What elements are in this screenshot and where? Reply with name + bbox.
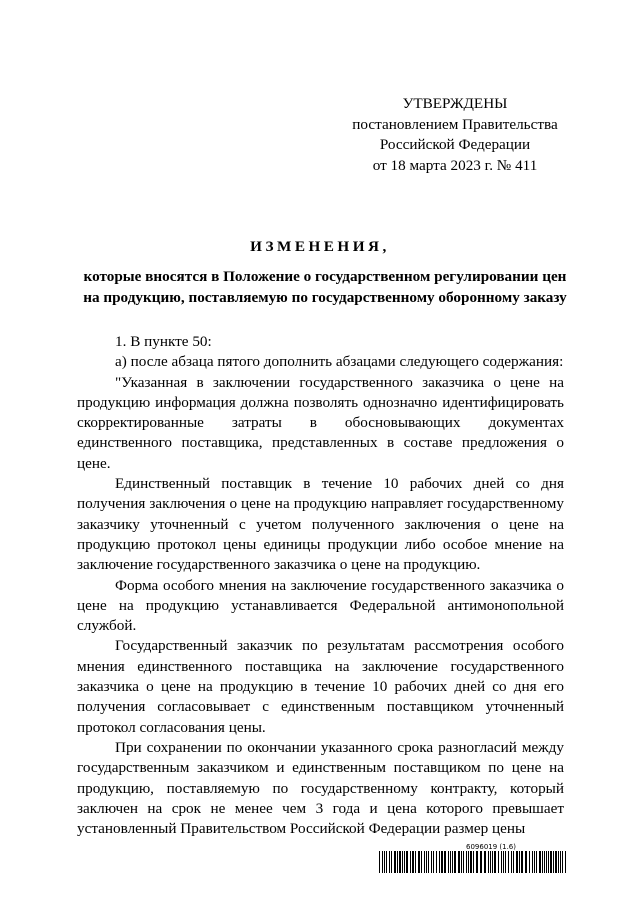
document-code: 6096019 (1.6) [466,843,516,851]
barcode-bar [404,851,405,873]
paragraph-item-1: 1. В пункте 50: [115,333,212,350]
barcode-bar [382,851,383,873]
barcode-bar [525,851,527,873]
approval-date-number: от 18 марта 2023 г. № 411 [372,156,538,174]
barcode-bar [458,851,460,873]
barcode-bar [406,851,408,873]
barcode-bar [379,851,380,873]
barcode-bar [431,851,432,873]
barcode-bar [529,851,530,873]
barcode-bar [463,851,464,873]
barcode-bar [410,851,411,873]
document-subtitle: которые вносятся в Положение о государственном регулировании цен на продукцию, поставляемую по государственному оборонному заказу [83,268,567,306]
barcode-bar [452,851,453,873]
barcode-bar [513,851,514,873]
barcode-bar [516,851,518,873]
barcode-bar [476,851,478,873]
paragraph: Государственный заказчик по результатам рассмотрения особого мнения единственного поставщика на заключение государственного заказчика о цене на продукцию в течение 10 рабочих дней со дня его получения согласовывает с единственным поставщиком уточненный протокол согласования цены. [77,637,564,736]
barcode-bar [412,851,414,873]
barcode-bar [501,851,502,873]
barcode-bar [558,851,559,873]
barcode-bar [511,851,512,873]
barcode-bar [560,851,561,873]
document-body [77,332,564,839]
barcode-bar [539,851,541,873]
barcode-bar [439,851,440,873]
barcode-bar [473,851,474,873]
barcode-bar [503,851,504,873]
barcode-bar [389,851,390,873]
barcode-bar [508,851,509,873]
barcode-bar [490,851,491,873]
approval-heading: УТВЕРЖДЕНЫ [402,95,508,112]
barcode-bar [521,851,523,873]
approval-stamp [320,94,590,176]
paragraph-subitem-a: а) после абзаца пятого дополнить абзацами следующего содержания: [115,353,564,371]
barcode-bar [505,851,506,873]
barcode-bar [386,851,387,873]
barcode-bar [394,851,396,873]
barcode-bar [548,851,549,873]
barcode-bar [426,851,427,873]
barcode-bar [498,851,499,873]
barcode-bar [494,851,496,873]
barcode-bar [418,851,420,873]
barcode-bar [454,851,456,873]
barcode-bar [519,851,520,873]
barcode-bar [384,851,385,873]
paragraph: Форма особого мнения на заключение государственного заказчика о цене на продукцию устанавливается Федеральной антимонопольной службой. [77,576,564,635]
barcode-bar [402,851,403,873]
barcode-bar [461,851,462,873]
barcode-bar [436,851,437,873]
barcode-bar [492,851,493,873]
barcode-bar [450,851,451,873]
barcode-bar [544,851,545,873]
barcode-bar [444,851,446,873]
barcode-bar [550,851,552,873]
paragraph: "Указанная в заключении государственного заказчика о цене на продукцию информация должна позволять однозначно идентифицировать скорректированные затраты в обосновывающих документах единственного поставщика, представленных в составе предложения о цене. [77,373,564,472]
barcode-bar [565,851,566,873]
barcode-bar [433,851,434,873]
barcode-bar [468,851,469,873]
barcode-bar [562,851,563,873]
barcode-bar [536,851,537,873]
paragraph: При сохранении по окончании указанного срока разногласий между государственным заказчиком и единственным поставщиком по цене на продукцию, поставляемую по государственному контракту, который заключен на срок не менее чем 3 года и цена которого превышает установленный Правительством Российской Федерации размер цены [77,738,564,838]
barcode-bar [397,851,398,873]
barcode-bar [542,851,543,873]
barcode-bar [421,851,422,873]
barcode-bar [488,851,489,873]
barcode-icon [379,851,567,873]
barcode-bar [532,851,533,873]
barcode-bar [484,851,486,873]
barcode-bar [470,851,472,873]
barcode-bar [428,851,429,873]
barcode-bar [553,851,554,873]
barcode-bar [391,851,392,873]
paragraph: Единственный поставщик в течение 10 рабочих дней со дня получения заключения о цене на продукцию направляет государственному заказчику уточненный с учетом полученного заключения о цене на продукцию протокол цены единицы продукции либо особое мнение на заключение государственного заказчика о цене на продукцию. [77,475,564,574]
barcode-bar [546,851,547,873]
barcode-bar [466,851,467,873]
document-title: ИЗМЕНЕНИЯ, [250,238,390,255]
barcode-bar [424,851,425,873]
barcode-bar [534,851,535,873]
barcode-bar [480,851,482,873]
barcode-bar [399,851,401,873]
approval-government: Российской Федерации [379,136,531,153]
barcode-bar [441,851,443,873]
approval-decree: постановлением Правительства [352,115,558,133]
barcode-bar [448,851,449,873]
barcode-bar [555,851,557,873]
barcode-bar [415,851,416,873]
